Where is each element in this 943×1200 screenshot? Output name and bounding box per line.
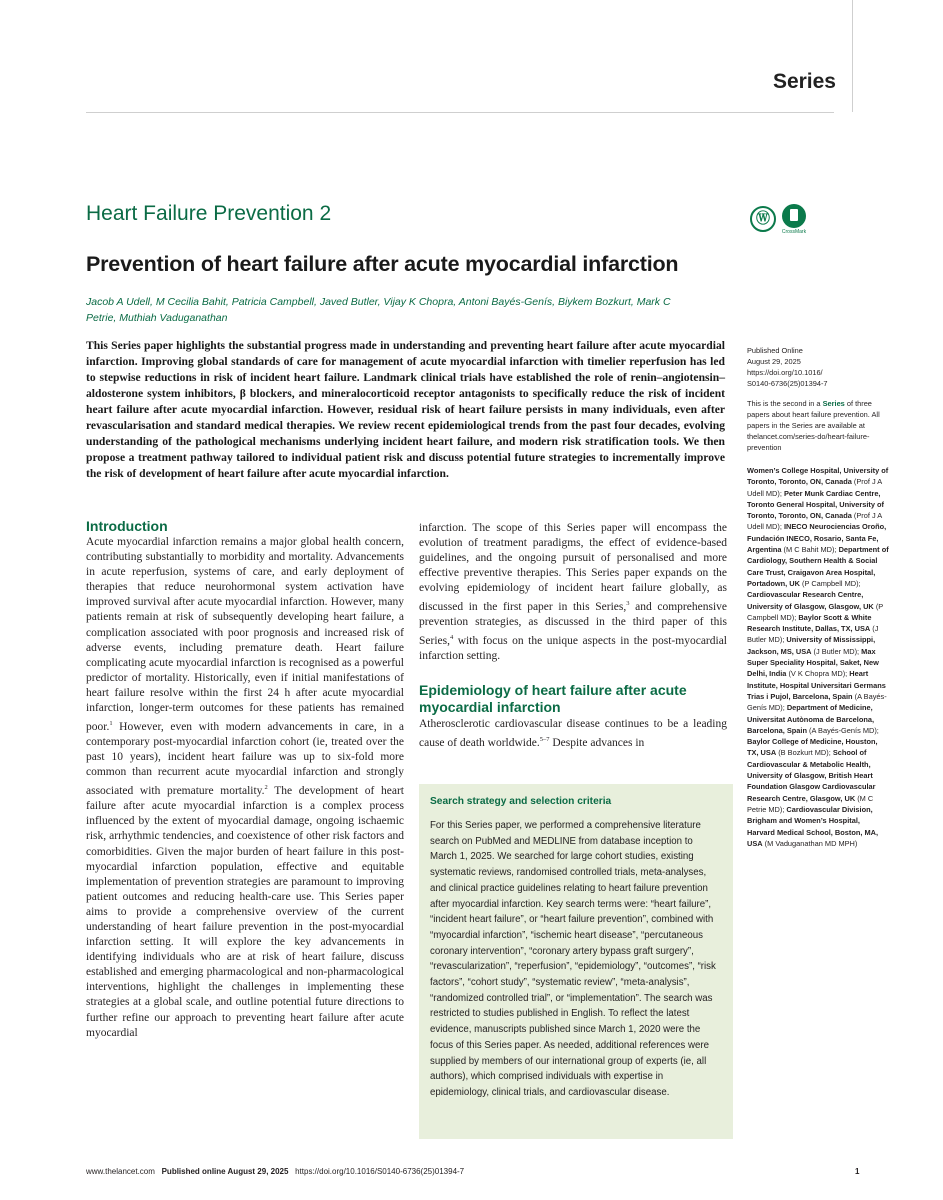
crossmark-icon[interactable] [782,204,806,228]
series-note-text: This is the second in a [747,399,823,408]
header-vertical-rule [852,0,853,112]
affiliation-institution: Peter Munk Cardiac Centre, Toronto General Hospital, University of Toronto, Toronto, ON, Canada [747,488,885,521]
doi-link-part-1[interactable]: https://doi.org/10.1016/ [747,368,823,377]
affiliation-institution: Cardiovascular Division, Brigham and Women’s Hospital, Harvard Medical School, Boston, MA, USA [747,804,878,848]
intro-text-2: However, even with modern advancements in care, in a contemporary post-myocardial infarction cohort (ie, treated over the past 10 years), incident heart failure was up to six-fold more common than recurrent acute myocardial infarction and strongly associated with premature mortality. [86,720,404,798]
epidemiology-heading: Epidemiology of heart failure after acute myocardial infarction [419,681,687,715]
affiliation-institution: University of Mississippi, Jackson, MS, USA [747,635,876,656]
middle-column [419,521,727,751]
affiliation-author: (A Bayés-Genís MD); [806,725,879,735]
epi-text-2: Despite advances in [549,736,645,749]
ref-1-link[interactable]: 1 [109,720,113,728]
intro-text-1: Acute myocardial infarction remains a major global health concern, contributing substantially to morbidity and mortality. Advancements in acute reperfusion, systems of care, and early deployment of therapies that reduce neurohormonal system activation have improved survival after acute myocardial infarction. However, many patients remain at risk of subsequently developing heart failure, a complication associated with poor prognosis and increased risk of adverse events, including premature death. Heart failure complicating acute myocardial infarction is recognised as a powerful predictor of mortality. Historically, even if initial manifestations of heart failure resolve within the first 24 h after acute myocardial infarction, longer-term outcomes for these patients has remained poor. [86,536,404,733]
affiliation-institution: Cardiovascular Research Centre, University of Glasgow, Glasgow, UK [747,590,874,611]
open-access-icon[interactable]: Ⓦ [750,206,776,232]
affiliation-institution: Department of Medicine, Universitat Autònoma de Barcelona, Barcelona, Spain [747,703,875,735]
author-list: Jacob A Udell, M Cecilia Bahit, Patricia Campbell, Javed Butler, Vijay K Chopra, Antoni Bayés-Genís, Biykem Bozkurt, Mark C Petrie, Muthiah Vaduganathan [86,296,671,324]
affiliation-author: (M C Bahit MD); [781,545,839,555]
abstract: This Series paper highlights the substantial progress made in understanding and preventing heart failure after acute myocardial infarction. Improving global standards of care for management of acute myocardial infarction with timelier reperfusion has led to stepwise reductions in risk of incident heart failure. Landmark clinical trials have established the role of renin–angiotensin–aldosterone system inhibitors, β blockers, and mineralocorticoid receptor antagonists to specifically reduce the risk of incident heart failure after acute myocardial infarction. However, residual risk of heart failure persists in many individuals, even after revascularisation and standard medical therapies. We review recent epidemiological trends from the past four decades, evolving understanding of the pathological mechanisms underlying incident heart failure, and modern risk stratification tools. We then propose a treatment pathway tailored to individual patient risk and discuss potential future strategies to incrementally improve the risk of development of heart failure after acute myocardial infarction. [86,339,725,480]
affiliation-author: (J Butler MD); [747,624,879,645]
series-note-rest: of three papers about heart failure prevention. All papers in the Series are available at thelancet.com/series-do/heart-failure-prevention [747,399,880,452]
series-note [747,398,889,453]
affiliation-author: (P Campbell MD); [799,578,861,588]
series-link[interactable]: Series [822,399,845,408]
search-strategy-body: For this Series paper, we performed a comprehensive literature search on PubMed and MEDLINE from database inception to March 1, 2025. We searched for large cohort studies, existing systematic reviews, randomised controlled trials, meta-analyses, and clinical practice guidelines relating to heart failure prevention after myocardial infarction. Key search terms were: “heart failure”, “incident heart failure”, or “heart failure prevention”, combined with “myocardial infarction”, “ischemic heart disease”, “percutaneous coronary intervention”, “coronary artery bypass graft surgery”, “revascularization”, “reperfusion”, “epidemiology”, “outcomes”, “risk factors”, “cohort study”, “systematic review”, “meta-analysis”, “randomized controlled trial”, or “implementation”. The search was restricted to studies published in English. To reflect the latest evidence, manuscripts published since March 1, 2020 were the focus of this Series paper. As needed, additional references were supplied by members of our international group of experts (ie, all authors), which comprised individuals with expertise in epidemiology, clinical trials, and cardiovascular disease. [430,820,716,1098]
ref-5-7-link[interactable]: 5–7 [539,735,550,743]
affiliation-author: (B Bozkurt MD); [776,748,833,758]
published-date: August 29, 2025 [747,357,801,366]
page-footer [86,1167,464,1176]
epidemiology-paragraph [419,717,727,751]
intro-text-3: The development of heart failure after acute myocardial infarction is a complex process influenced by the extent of myocardial damage, ongoing ischaemic risk, arrhythmic tendencies, and coexistence of other risk factors and comorbidities. Given the major burden of heart failure in this post-myocardial infarction population, effective and equitable implementation of prevention strategies are paramount to improving patient outcomes and reducing health-care use. This Series paper aims to provide a comprehensive overview of the current understanding of heart failure prevention in the post-myocardial infarction setting. It will explore the key advancements in identifying individuals who are at risk of heart failure, discuss established and emerging pharmacological and non-pharmacological interventions, highlight the challenges in implementing these strategies at a global scale, and outline potential future directions to further refine our approach to preventing heart failure after acute myocardial [86,785,404,1039]
intro-cont-text-1: infarction. The scope of this Series paper will encompass the evolution of treatment paradigms, the effect of evidence-based guidelines, and the ongoing pursuit of personalised and more effective preventive therapies. This Series paper expands on the evolving epidemiology of incident heart failure globally, as discussed in the first paper in this Series, [419,522,727,614]
affiliation-institution: Heart Institute, Hospital Universitari Germans Trias i Pujol, Barcelona, Spain [747,669,886,701]
affiliation-institution: Baylor College of Medicine, Houston, TX, USA [747,737,878,758]
published-online-label: Published Online [747,346,803,355]
affiliation-author: (V K Chopra MD); [786,669,850,679]
article-title: Prevention of heart failure after acute myocardial infarction [86,252,679,276]
intro-cont-text-3: with focus on the unique aspects in the post-myocardial infarction setting. [419,635,727,663]
doi-link-part-2[interactable]: S0140-6736(25)01394-7 [747,379,828,388]
affiliation-institution: INECO Neurociencias Oroño, Fundación INECO, Rosario, Santa Fe, Argentina [747,522,887,555]
footer-site-link[interactable]: www.thelancet.com [86,1167,155,1176]
affiliation-institution: Baylor Scott & White Research Institute, Dallas, TX, USA [747,612,872,634]
ref-2-link[interactable]: 2 [264,784,268,792]
affiliation-institution: Department of Cardiology, Southern Health & Social Care Trust, Craigavon Area Hospital, Portadown, UK [747,545,889,588]
series-label: Series [772,70,836,93]
page-number: 1 [855,1167,860,1176]
affiliation-author: (M Vaduganathan MD MPH) [762,838,858,848]
epi-text-1: Atherosclerotic cardiovascular disease continues to be a leading cause of death worldwide. [419,717,727,749]
affiliation-author: (M C Petrie MD); [747,793,874,814]
ref-4-link[interactable]: 4 [449,634,454,642]
affiliation-author: (Prof J A Udell MD); [747,477,882,498]
crossmark-label: CrossMark [781,229,807,235]
affiliation-institution: Max Super Speciality Hospital, Saket, New Delhi, India [747,646,879,679]
intro-continued [419,521,727,665]
affiliation-institution: School of Cardiovascular & Metabolic Health, University of Glasgow, British Heart Foundation Glasgow Cardiovascular Research Centre, Glasgow, UK [747,748,876,803]
affiliations [747,465,889,849]
intro-cont-text-2: and comprehensive prevention strategies, as discussed in the third paper of this Series, [419,601,727,648]
search-strategy-panel [419,784,733,1139]
intro-column [86,518,404,1041]
affiliation-author: (A Bayés-Genís MD); [747,691,887,713]
footer-doi-link[interactable]: https://doi.org/10.1016/S0140-6736(25)01394-7 [295,1167,465,1176]
intro-heading: Introduction [86,518,168,534]
intro-paragraph [86,535,404,1041]
affiliation-author: (P Campbell MD); [747,601,884,622]
publication-info [747,345,889,389]
ref-3-link[interactable]: 3 [626,600,630,608]
sidebar [747,345,889,849]
series-kicker: Heart Failure Prevention 2 [86,202,332,225]
affiliation-institution: Women’s College Hospital, University of Toronto, Toronto, ON, Canada [747,466,889,487]
search-strategy-title: Search strategy and selection criteria [430,796,612,807]
header-rule [86,112,834,113]
affiliation-author: (J Butler MD); [811,646,862,656]
affiliation-author: (Prof J A Udell MD); [747,511,882,532]
footer-published: Published online August 29, 2025 [161,1167,289,1176]
